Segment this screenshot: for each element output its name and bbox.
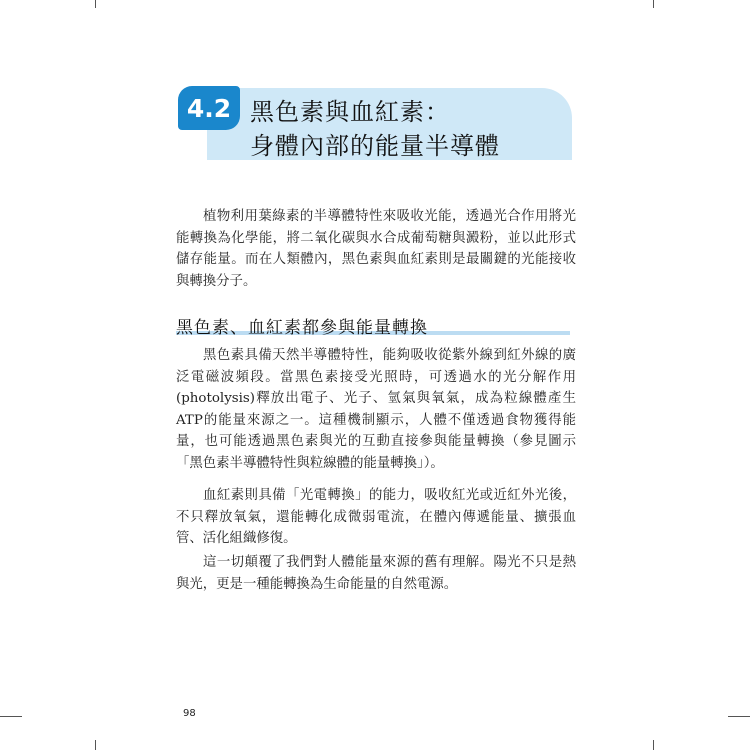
section-heading: 黑色素、血紅素都參與能量轉換 <box>176 318 428 338</box>
crop-mark-top-right <box>653 0 654 8</box>
chapter-title-line-1: 黑色素與血紅素： <box>250 98 450 126</box>
chapter-title-line-2: 身體內部的能量半導體 <box>250 132 500 160</box>
intro-paragraph: 植物利用葉綠素的半導體特性來吸收光能，透過光合作用將光能轉換為化學能，將二氧化碳與水合成葡萄糖與澱粉，並以此形式儲存能量。而在人類體內，黑色素與血紅素則是最關鍵的光能接收與轉換分子。 <box>176 209 576 289</box>
chapter-number: 4.2 <box>186 93 232 123</box>
crop-mark-bottom-left-vertical <box>95 740 96 750</box>
crop-mark-bottom-right-horizontal <box>728 716 750 717</box>
chapter-number-badge <box>178 86 240 130</box>
body-paragraph-hemoglobin: 血紅素則具備「光電轉換」的能力，吸收紅光或近紅外光後，不只釋放氧氣，還能轉化成微弱電流，在體內傳遞能量、擴張血管、活化組織修復。 <box>176 488 576 546</box>
body-paragraph-conclusion: 這一切顛覆了我們對人體能量來源的舊有理解。陽光不只是熱與光，更是一種能轉換為生命能量的自然電源。 <box>176 555 576 592</box>
crop-mark-bottom-left-horizontal <box>0 716 22 717</box>
page-number: 98 <box>183 708 196 719</box>
crop-mark-bottom-right-vertical <box>653 740 654 750</box>
body-paragraph-melanin: 黑色素具備天然半導體特性，能夠吸收從紫外線到紅外線的廣泛電磁波頻段。當黑色素接受光照時，可透過水的光分解作用(photolysis)釋放出電子、光子、氫氣與氧氣，成為粒線體產生ATP的能量來源之一。這種機制顯示，人體不僅透過食物獲得能量，也可能透過黑色素與光的互動直接參與能量轉換（參見圖示「黑色素半導體特性與粒線體的能量轉換」）。 <box>176 348 576 471</box>
crop-mark-top-left <box>95 0 96 8</box>
